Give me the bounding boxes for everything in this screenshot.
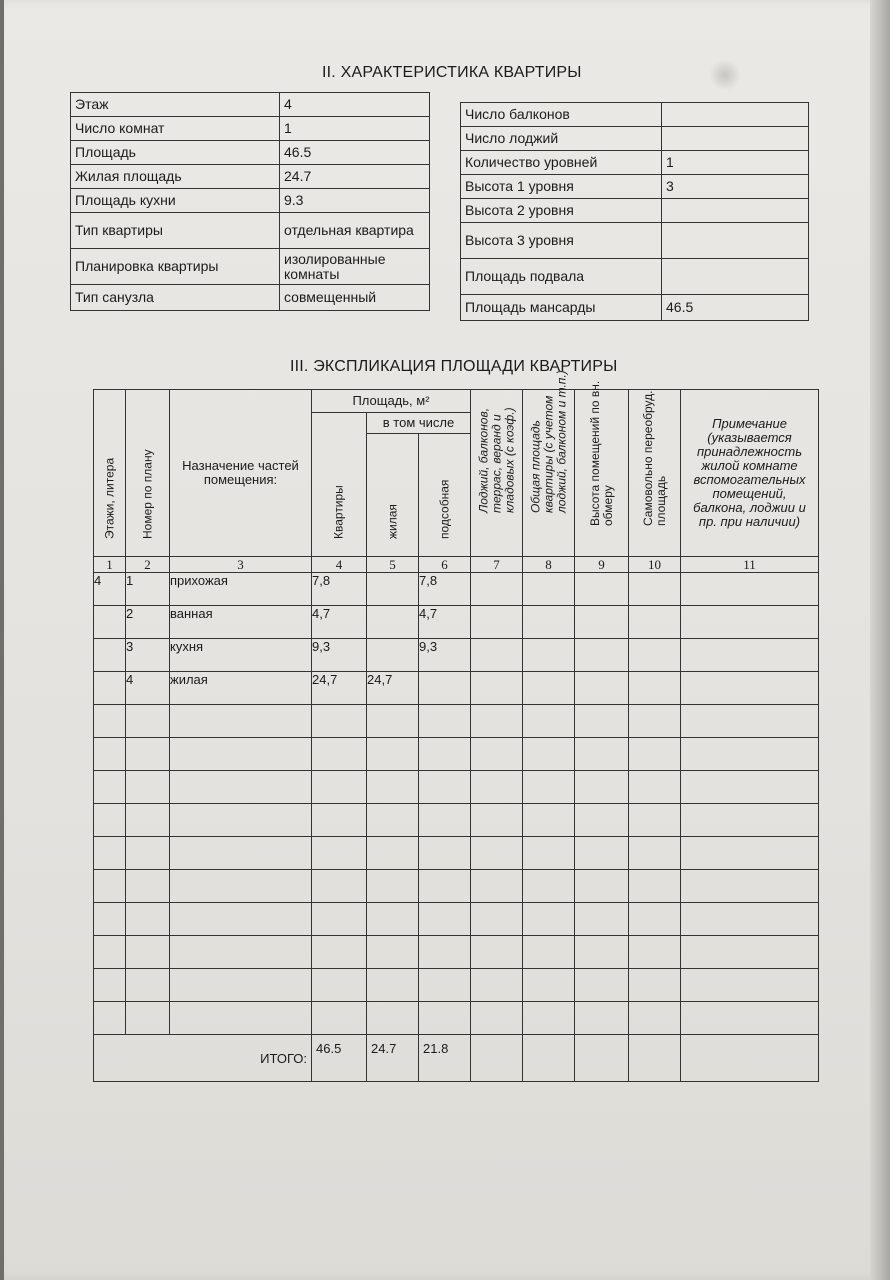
cell-empty — [367, 936, 419, 969]
header-purpose: Назначение частей помещения: — [170, 390, 312, 557]
cell-empty — [523, 606, 575, 639]
characteristic-value: 4 — [280, 93, 430, 117]
header-total-with-loggia: Общая площадь квартиры (с учетом лоджий, балконом и т.п.) — [523, 390, 575, 557]
total-living-area: 24.7 — [367, 1035, 419, 1082]
cell-empty — [471, 837, 523, 870]
cell-empty — [629, 1002, 681, 1035]
column-number: 11 — [681, 557, 819, 573]
cell-plan-number: 2 — [126, 606, 170, 639]
cell-empty — [575, 837, 629, 870]
cell-empty — [419, 1002, 471, 1035]
header-auxiliary: подсобная — [419, 434, 471, 557]
characteristic-value — [662, 259, 809, 295]
cell-empty — [367, 837, 419, 870]
cell-empty — [94, 804, 126, 837]
characteristic-label: Число лоджий — [461, 127, 662, 151]
characteristic-row — [71, 165, 430, 189]
cell-empty — [471, 771, 523, 804]
cell-living-area: 24,7 — [367, 672, 419, 705]
cell-empty — [471, 738, 523, 771]
cell-empty — [681, 837, 819, 870]
header-note: Примечание (указывается принадлежность жилой комнате вспомогательных помещений, балкона, лоджии и пр. при наличии) — [681, 390, 819, 557]
cell-empty — [523, 870, 575, 903]
cell-empty — [419, 771, 471, 804]
cell-plan-number: 3 — [126, 639, 170, 672]
cell-empty — [126, 738, 170, 771]
cell-empty — [681, 672, 819, 705]
cell-empty — [419, 903, 471, 936]
characteristic-label: Планировка квартиры — [71, 249, 280, 285]
cell-empty — [629, 771, 681, 804]
cell-auxiliary-area: 7,8 — [419, 573, 471, 606]
cell-empty — [523, 738, 575, 771]
header-plan-number: Номер по плану — [126, 390, 170, 557]
apartment-characteristics-left-table — [70, 92, 430, 311]
section2-title: II. ХАРАКТЕРИСТИКА КВАРТИРЫ — [322, 64, 582, 81]
characteristic-value: отдельная квартира — [280, 213, 430, 249]
cell-empty — [94, 837, 126, 870]
cell-empty — [629, 936, 681, 969]
cell-empty — [471, 969, 523, 1002]
total-auxiliary-area: 21.8 — [419, 1035, 471, 1082]
cell-empty — [629, 1035, 681, 1082]
cell-floor — [94, 606, 126, 639]
cell-empty — [94, 936, 126, 969]
cell-room-name: ванная — [170, 606, 312, 639]
column-number-row — [94, 557, 819, 573]
cell-empty — [629, 705, 681, 738]
characteristic-label: Этаж — [71, 93, 280, 117]
cell-empty — [575, 771, 629, 804]
cell-empty — [367, 1002, 419, 1035]
characteristic-label: Тип санузла — [71, 285, 280, 311]
header-apartment: Квартиры — [312, 413, 367, 557]
cell-empty — [575, 870, 629, 903]
characteristic-row — [461, 199, 809, 223]
area-explication-table — [93, 370, 819, 1082]
column-number: 4 — [312, 557, 367, 573]
cell-empty — [523, 804, 575, 837]
header-living: жилая — [367, 434, 419, 557]
column-number: 7 — [471, 557, 523, 573]
cell-empty — [419, 837, 471, 870]
cell-empty — [312, 903, 367, 936]
characteristic-row — [71, 117, 430, 141]
explication-row — [94, 639, 819, 672]
cell-auxiliary-area — [419, 672, 471, 705]
cell-empty — [681, 573, 819, 606]
cell-empty — [523, 672, 575, 705]
column-number: 8 — [523, 557, 575, 573]
cell-empty — [575, 738, 629, 771]
cell-empty — [629, 837, 681, 870]
cell-empty — [94, 1002, 126, 1035]
cell-empty — [367, 804, 419, 837]
characteristic-label: Число комнат — [71, 117, 280, 141]
cell-empty — [629, 573, 681, 606]
cell-empty — [629, 870, 681, 903]
characteristic-label: Площадь подвала — [461, 259, 662, 295]
characteristic-label: Высота 2 уровня — [461, 199, 662, 223]
characteristic-value: 46.5 — [280, 141, 430, 165]
cell-empty — [312, 837, 367, 870]
cell-empty — [681, 936, 819, 969]
cell-empty — [419, 738, 471, 771]
cell-empty — [523, 837, 575, 870]
cell-empty — [94, 738, 126, 771]
characteristic-label: Жилая площадь — [71, 165, 280, 189]
cell-auxiliary-area: 4,7 — [419, 606, 471, 639]
cell-empty — [94, 870, 126, 903]
cell-empty — [170, 969, 312, 1002]
characteristic-row — [461, 295, 809, 321]
cell-empty — [629, 903, 681, 936]
cell-empty — [126, 705, 170, 738]
cell-apartment-area: 7,8 — [312, 573, 367, 606]
cell-empty — [419, 705, 471, 738]
characteristic-label: Высота 3 уровня — [461, 223, 662, 259]
cell-empty — [312, 1002, 367, 1035]
cell-auxiliary-area: 9,3 — [419, 639, 471, 672]
cell-empty — [471, 606, 523, 639]
column-number: 10 — [629, 557, 681, 573]
explication-row-empty — [94, 903, 819, 936]
explication-row-empty — [94, 870, 819, 903]
cell-empty — [523, 969, 575, 1002]
cell-empty — [367, 705, 419, 738]
cell-empty — [126, 936, 170, 969]
column-number: 6 — [419, 557, 471, 573]
cell-empty — [419, 936, 471, 969]
cell-empty — [471, 1035, 523, 1082]
cell-empty — [471, 573, 523, 606]
total-row — [94, 1035, 819, 1082]
total-apartment-area: 46.5 — [312, 1035, 367, 1082]
cell-plan-number: 1 — [126, 573, 170, 606]
cell-empty — [629, 969, 681, 1002]
characteristic-row — [71, 285, 430, 311]
characteristic-value: изолированные комнаты — [280, 249, 430, 285]
characteristic-value: 24.7 — [280, 165, 430, 189]
cell-room-name: кухня — [170, 639, 312, 672]
cell-empty — [681, 738, 819, 771]
cell-empty — [94, 771, 126, 804]
cell-empty — [471, 903, 523, 936]
header-including: в том числе — [367, 413, 471, 434]
explication-row-empty — [94, 837, 819, 870]
cell-empty — [126, 903, 170, 936]
cell-empty — [575, 903, 629, 936]
cell-living-area — [367, 639, 419, 672]
explication-row-empty — [94, 738, 819, 771]
cell-empty — [471, 936, 523, 969]
apartment-characteristics-right-table — [460, 102, 809, 321]
paper-smudge — [710, 58, 740, 92]
characteristic-value: совмещенный — [280, 285, 430, 311]
cell-empty — [575, 1002, 629, 1035]
cell-empty — [126, 837, 170, 870]
characteristic-value: 46.5 — [662, 295, 809, 321]
cell-empty — [170, 870, 312, 903]
cell-apartment-area: 24,7 — [312, 672, 367, 705]
cell-empty — [681, 705, 819, 738]
explication-row — [94, 672, 819, 705]
characteristic-label: Площадь кухни — [71, 189, 280, 213]
cell-living-area — [367, 573, 419, 606]
cell-room-name: прихожая — [170, 573, 312, 606]
characteristic-label: Площадь мансарды — [461, 295, 662, 321]
cell-empty — [312, 738, 367, 771]
cell-empty — [312, 771, 367, 804]
cell-empty — [419, 870, 471, 903]
cell-empty — [629, 738, 681, 771]
characteristic-label: Площадь — [71, 141, 280, 165]
characteristic-row — [461, 151, 809, 175]
column-number: 2 — [126, 557, 170, 573]
cell-empty — [575, 705, 629, 738]
header-self-built: Самовольно переобруд. площадь — [629, 390, 681, 557]
cell-empty — [94, 705, 126, 738]
cell-empty — [575, 672, 629, 705]
header-floor: Этажи, литера — [94, 390, 126, 557]
cell-empty — [471, 1002, 523, 1035]
cell-empty — [94, 903, 126, 936]
explication-row-empty — [94, 705, 819, 738]
explication-row-empty — [94, 804, 819, 837]
cell-empty — [419, 969, 471, 1002]
cell-empty — [312, 969, 367, 1002]
cell-empty — [681, 771, 819, 804]
cell-empty — [575, 969, 629, 1002]
column-number: 9 — [575, 557, 629, 573]
characteristic-row — [71, 213, 430, 249]
cell-empty — [681, 1035, 819, 1082]
characteristic-row — [461, 223, 809, 259]
cell-empty — [575, 606, 629, 639]
characteristic-row — [461, 175, 809, 199]
page-edge-shadow — [870, 0, 890, 1280]
characteristic-value — [662, 223, 809, 259]
cell-empty — [523, 573, 575, 606]
cell-empty — [126, 804, 170, 837]
cell-empty — [523, 903, 575, 936]
characteristic-label: Тип квартиры — [71, 213, 280, 249]
cell-empty — [471, 804, 523, 837]
cell-empty — [367, 870, 419, 903]
cell-empty — [575, 804, 629, 837]
cell-empty — [523, 936, 575, 969]
cell-empty — [681, 969, 819, 1002]
characteristic-value — [662, 103, 809, 127]
cell-empty — [312, 936, 367, 969]
cell-living-area — [367, 606, 419, 639]
characteristic-label: Высота 1 уровня — [461, 175, 662, 199]
column-number: 1 — [94, 557, 126, 573]
cell-empty — [312, 870, 367, 903]
cell-empty — [575, 573, 629, 606]
cell-apartment-area: 9,3 — [312, 639, 367, 672]
characteristic-label: Число балконов — [461, 103, 662, 127]
characteristic-row — [71, 93, 430, 117]
header-loggia: Лоджий, балконов, террас, веранд и кладовых (с коэф.) — [471, 390, 523, 557]
total-label: ИТОГО: — [94, 1035, 312, 1082]
cell-empty — [126, 1002, 170, 1035]
cell-empty — [312, 804, 367, 837]
characteristic-row — [461, 259, 809, 295]
characteristic-row — [71, 189, 430, 213]
cell-empty — [523, 1002, 575, 1035]
cell-empty — [471, 705, 523, 738]
explication-row — [94, 606, 819, 639]
cell-empty — [681, 606, 819, 639]
characteristic-value — [662, 127, 809, 151]
characteristic-row — [71, 141, 430, 165]
cell-empty — [170, 1002, 312, 1035]
cell-empty — [681, 804, 819, 837]
cell-floor — [94, 672, 126, 705]
characteristic-value — [662, 199, 809, 223]
explication-row-empty — [94, 1002, 819, 1035]
cell-empty — [523, 771, 575, 804]
characteristic-row — [461, 127, 809, 151]
cell-empty — [681, 870, 819, 903]
characteristic-row — [71, 249, 430, 285]
cell-empty — [575, 1035, 629, 1082]
explication-row-empty — [94, 771, 819, 804]
section3-title: III. ЭКСПЛИКАЦИЯ ПЛОЩАДИ КВАРТИРЫ — [290, 358, 618, 375]
header-area: Площадь, м² — [312, 390, 471, 413]
cell-empty — [523, 1035, 575, 1082]
cell-empty — [681, 1002, 819, 1035]
cell-empty — [312, 705, 367, 738]
cell-empty — [575, 639, 629, 672]
cell-empty — [367, 903, 419, 936]
header-height: Высота помещений по вн. обмеру — [575, 390, 629, 557]
cell-empty — [126, 771, 170, 804]
cell-empty — [681, 903, 819, 936]
cell-empty — [575, 936, 629, 969]
characteristic-row — [461, 103, 809, 127]
cell-empty — [629, 606, 681, 639]
cell-empty — [629, 639, 681, 672]
document-page — [4, 0, 890, 1280]
cell-empty — [170, 837, 312, 870]
characteristic-value: 1 — [280, 117, 430, 141]
column-number: 3 — [170, 557, 312, 573]
cell-empty — [367, 771, 419, 804]
cell-empty — [471, 639, 523, 672]
cell-floor — [94, 639, 126, 672]
cell-room-name: жилая — [170, 672, 312, 705]
cell-empty — [471, 870, 523, 903]
cell-empty — [170, 705, 312, 738]
cell-empty — [629, 804, 681, 837]
cell-empty — [170, 936, 312, 969]
cell-empty — [523, 639, 575, 672]
column-number: 5 — [367, 557, 419, 573]
cell-empty — [170, 771, 312, 804]
cell-empty — [367, 738, 419, 771]
cell-empty — [367, 969, 419, 1002]
cell-empty — [681, 639, 819, 672]
cell-empty — [170, 738, 312, 771]
cell-empty — [126, 969, 170, 1002]
characteristic-value: 3 — [662, 175, 809, 199]
explication-row — [94, 573, 819, 606]
cell-empty — [523, 705, 575, 738]
cell-empty — [94, 969, 126, 1002]
cell-floor: 4 — [94, 573, 126, 606]
cell-empty — [419, 804, 471, 837]
cell-apartment-area: 4,7 — [312, 606, 367, 639]
cell-plan-number: 4 — [126, 672, 170, 705]
characteristic-label: Количество уровней — [461, 151, 662, 175]
characteristic-value: 9.3 — [280, 189, 430, 213]
explication-row-empty — [94, 936, 819, 969]
cell-empty — [126, 870, 170, 903]
cell-empty — [170, 804, 312, 837]
cell-empty — [471, 672, 523, 705]
cell-empty — [170, 903, 312, 936]
characteristic-value: 1 — [662, 151, 809, 175]
explication-row-empty — [94, 969, 819, 1002]
cell-empty — [629, 672, 681, 705]
